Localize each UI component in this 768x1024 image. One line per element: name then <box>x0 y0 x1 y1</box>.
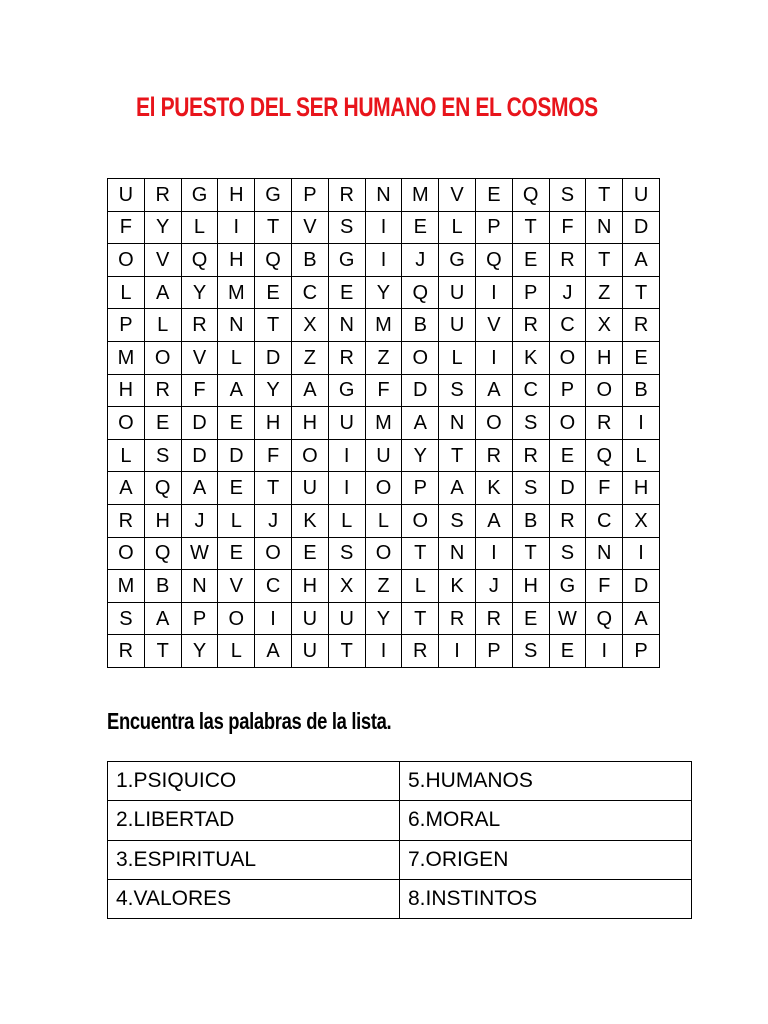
grid-cell[interactable]: Y <box>181 635 218 668</box>
grid-cell[interactable]: H <box>144 504 181 537</box>
word-list-item: 3.ESPIRITUAL <box>108 840 400 879</box>
grid-cell[interactable]: O <box>402 341 439 374</box>
grid-cell[interactable]: J <box>255 504 292 537</box>
grid-cell[interactable]: Q <box>586 439 623 472</box>
grid-cell[interactable]: Q <box>586 602 623 635</box>
word-list-row <box>108 840 692 879</box>
grid-cell[interactable]: H <box>512 570 549 603</box>
grid-cell[interactable]: E <box>218 472 255 505</box>
grid-cell[interactable]: I <box>365 211 402 244</box>
grid-cell[interactable]: I <box>623 407 660 440</box>
grid-cell[interactable]: R <box>586 407 623 440</box>
grid-cell[interactable]: N <box>181 570 218 603</box>
grid-cell[interactable]: Z <box>586 276 623 309</box>
grid-cell[interactable]: B <box>512 504 549 537</box>
grid-row <box>108 374 660 407</box>
grid-cell[interactable]: I <box>365 244 402 277</box>
grid-cell[interactable]: P <box>181 602 218 635</box>
grid-cell[interactable]: T <box>144 635 181 668</box>
grid-cell[interactable]: M <box>365 309 402 342</box>
grid-cell[interactable]: P <box>108 309 145 342</box>
grid-cell[interactable]: D <box>181 407 218 440</box>
grid-cell[interactable]: E <box>512 244 549 277</box>
grid-cell[interactable]: I <box>439 635 476 668</box>
grid-cell[interactable]: I <box>475 276 512 309</box>
word-search-grid <box>107 178 660 668</box>
grid-cell[interactable]: S <box>549 179 586 212</box>
grid-cell[interactable]: O <box>291 439 328 472</box>
grid-cell[interactable]: B <box>402 309 439 342</box>
grid-cell[interactable]: I <box>328 439 365 472</box>
grid-cell[interactable]: X <box>623 504 660 537</box>
grid-cell[interactable]: Y <box>144 211 181 244</box>
grid-cell[interactable]: Q <box>402 276 439 309</box>
word-list-row <box>108 762 692 801</box>
grid-cell[interactable]: L <box>218 504 255 537</box>
grid-cell[interactable]: L <box>328 504 365 537</box>
instruction-text: Encuentra las palabras de la lista. <box>107 708 392 734</box>
grid-cell[interactable]: O <box>365 472 402 505</box>
grid-cell[interactable]: L <box>623 439 660 472</box>
grid-cell[interactable]: V <box>291 211 328 244</box>
grid-cell[interactable]: R <box>475 602 512 635</box>
grid-row <box>108 309 660 342</box>
grid-cell[interactable]: S <box>512 472 549 505</box>
grid-cell[interactable]: E <box>328 276 365 309</box>
grid-cell[interactable]: T <box>402 537 439 570</box>
grid-cell[interactable]: N <box>439 407 476 440</box>
grid-cell[interactable]: G <box>549 570 586 603</box>
grid-cell[interactable]: P <box>623 635 660 668</box>
word-list-table <box>107 761 692 919</box>
grid-row <box>108 341 660 374</box>
grid-cell[interactable]: Q <box>512 179 549 212</box>
grid-cell[interactable]: P <box>549 374 586 407</box>
grid-cell[interactable]: A <box>255 635 292 668</box>
grid-cell[interactable]: U <box>328 407 365 440</box>
grid-cell[interactable]: F <box>365 374 402 407</box>
grid-cell[interactable]: H <box>623 472 660 505</box>
grid-cell[interactable]: C <box>512 374 549 407</box>
grid-cell[interactable]: D <box>255 341 292 374</box>
grid-cell[interactable]: I <box>475 537 512 570</box>
grid-cell[interactable]: D <box>623 570 660 603</box>
grid-cell[interactable]: Y <box>365 602 402 635</box>
grid-row <box>108 537 660 570</box>
grid-row <box>108 570 660 603</box>
grid-cell[interactable]: D <box>623 211 660 244</box>
grid-cell[interactable]: E <box>512 602 549 635</box>
grid-cell[interactable]: P <box>475 635 512 668</box>
grid-cell[interactable]: C <box>586 504 623 537</box>
grid-cell[interactable]: M <box>365 407 402 440</box>
grid-cell[interactable]: G <box>181 179 218 212</box>
grid-cell[interactable]: N <box>328 309 365 342</box>
grid-cell[interactable]: V <box>144 244 181 277</box>
grid-cell[interactable]: T <box>439 439 476 472</box>
grid-cell[interactable]: F <box>108 211 145 244</box>
grid-cell[interactable]: B <box>623 374 660 407</box>
grid-cell[interactable]: W <box>181 537 218 570</box>
grid-cell[interactable]: T <box>328 635 365 668</box>
grid-cell[interactable]: S <box>512 407 549 440</box>
grid-cell[interactable]: Y <box>365 276 402 309</box>
word-list-item: 1.PSIQUICO <box>108 762 400 801</box>
grid-cell[interactable]: F <box>549 211 586 244</box>
grid-cell[interactable]: Q <box>144 472 181 505</box>
grid-cell[interactable]: I <box>365 635 402 668</box>
grid-cell[interactable]: O <box>108 244 145 277</box>
grid-cell[interactable]: U <box>291 472 328 505</box>
grid-cell[interactable]: X <box>586 309 623 342</box>
grid-cell[interactable]: U <box>623 179 660 212</box>
grid-cell[interactable]: A <box>144 602 181 635</box>
grid-cell[interactable]: A <box>623 602 660 635</box>
grid-cell[interactable]: M <box>108 570 145 603</box>
grid-cell[interactable]: R <box>144 179 181 212</box>
grid-cell[interactable]: U <box>108 179 145 212</box>
grid-cell[interactable]: L <box>218 341 255 374</box>
grid-cell[interactable]: N <box>365 179 402 212</box>
grid-cell[interactable]: F <box>586 472 623 505</box>
grid-cell[interactable]: D <box>218 439 255 472</box>
grid-cell[interactable]: L <box>181 211 218 244</box>
grid-cell[interactable]: G <box>328 374 365 407</box>
grid-cell[interactable]: S <box>328 537 365 570</box>
grid-cell[interactable]: H <box>291 407 328 440</box>
grid-cell[interactable]: S <box>328 211 365 244</box>
grid-cell[interactable]: U <box>291 602 328 635</box>
grid-cell[interactable]: T <box>512 537 549 570</box>
grid-cell[interactable]: Q <box>255 244 292 277</box>
grid-cell[interactable]: E <box>255 276 292 309</box>
grid-cell[interactable]: Q <box>181 244 218 277</box>
grid-cell[interactable]: N <box>439 537 476 570</box>
grid-cell[interactable]: G <box>255 179 292 212</box>
grid-cell[interactable]: U <box>439 276 476 309</box>
page-title: El PUESTO DEL SER HUMANO EN EL COSMOS <box>136 92 598 122</box>
grid-cell[interactable]: I <box>623 537 660 570</box>
grid-cell[interactable]: T <box>512 211 549 244</box>
grid-cell[interactable]: C <box>549 309 586 342</box>
grid-row <box>108 407 660 440</box>
grid-cell[interactable]: I <box>218 211 255 244</box>
grid-cell[interactable]: L <box>218 635 255 668</box>
grid-cell[interactable]: E <box>291 537 328 570</box>
grid-cell[interactable]: S <box>549 537 586 570</box>
grid-cell[interactable]: B <box>144 570 181 603</box>
grid-cell[interactable]: H <box>255 407 292 440</box>
grid-cell[interactable]: J <box>181 504 218 537</box>
grid-cell[interactable]: T <box>623 276 660 309</box>
grid-cell[interactable]: T <box>402 602 439 635</box>
grid-cell[interactable]: O <box>365 537 402 570</box>
grid-cell[interactable]: H <box>108 374 145 407</box>
grid-cell[interactable]: A <box>144 276 181 309</box>
grid-cell[interactable]: I <box>255 602 292 635</box>
grid-cell[interactable]: G <box>328 244 365 277</box>
grid-cell[interactable]: F <box>181 374 218 407</box>
grid-cell[interactable]: M <box>108 341 145 374</box>
grid-cell[interactable]: E <box>218 537 255 570</box>
grid-cell[interactable]: J <box>549 276 586 309</box>
grid-cell[interactable]: E <box>402 211 439 244</box>
grid-cell[interactable]: L <box>439 341 476 374</box>
grid-cell[interactable]: K <box>439 570 476 603</box>
grid-cell[interactable]: F <box>586 570 623 603</box>
grid-cell[interactable]: B <box>291 244 328 277</box>
grid-cell[interactable]: W <box>549 602 586 635</box>
grid-cell[interactable]: R <box>549 504 586 537</box>
grid-cell[interactable]: R <box>108 635 145 668</box>
grid-cell[interactable]: L <box>108 276 145 309</box>
grid-cell[interactable]: H <box>218 179 255 212</box>
grid-cell[interactable]: S <box>512 635 549 668</box>
grid-cell[interactable]: R <box>328 341 365 374</box>
grid-cell[interactable]: A <box>181 472 218 505</box>
grid-cell[interactable]: S <box>144 439 181 472</box>
grid-cell[interactable]: Z <box>291 341 328 374</box>
word-list-item: 6.MORAL <box>400 801 692 840</box>
grid-cell[interactable]: T <box>255 472 292 505</box>
grid-cell[interactable]: A <box>291 374 328 407</box>
word-list-row <box>108 801 692 840</box>
grid-cell[interactable]: U <box>365 439 402 472</box>
grid-row <box>108 602 660 635</box>
grid-row <box>108 244 660 277</box>
grid-cell[interactable]: V <box>218 570 255 603</box>
grid-cell[interactable]: S <box>108 602 145 635</box>
grid-cell[interactable]: O <box>402 504 439 537</box>
grid-cell[interactable]: D <box>181 439 218 472</box>
grid-cell[interactable]: J <box>402 244 439 277</box>
grid-cell[interactable]: R <box>402 635 439 668</box>
grid-cell[interactable]: R <box>549 244 586 277</box>
grid-cell[interactable]: E <box>475 179 512 212</box>
grid-cell[interactable]: S <box>439 504 476 537</box>
grid-cell[interactable]: H <box>218 244 255 277</box>
grid-cell[interactable]: R <box>512 309 549 342</box>
grid-cell[interactable]: K <box>512 341 549 374</box>
grid-cell[interactable]: A <box>475 374 512 407</box>
grid-cell[interactable]: L <box>108 439 145 472</box>
grid-cell[interactable]: H <box>586 341 623 374</box>
grid-cell[interactable]: Y <box>255 374 292 407</box>
grid-cell[interactable]: O <box>108 407 145 440</box>
grid-cell[interactable]: L <box>402 570 439 603</box>
grid-cell[interactable]: I <box>328 472 365 505</box>
word-list-item: 2.LIBERTAD <box>108 801 400 840</box>
grid-row <box>108 211 660 244</box>
grid-cell[interactable]: L <box>144 309 181 342</box>
grid-cell[interactable]: A <box>475 504 512 537</box>
grid-cell[interactable]: H <box>291 570 328 603</box>
grid-cell[interactable]: D <box>402 374 439 407</box>
grid-cell[interactable]: R <box>475 439 512 472</box>
word-list-item: 4.VALORES <box>108 879 400 918</box>
grid-cell[interactable]: R <box>439 602 476 635</box>
grid-cell[interactable]: O <box>475 407 512 440</box>
grid-cell[interactable]: Y <box>402 439 439 472</box>
grid-cell[interactable]: T <box>255 211 292 244</box>
word-list-row <box>108 879 692 918</box>
grid-cell[interactable]: C <box>291 276 328 309</box>
grid-cell[interactable]: J <box>475 570 512 603</box>
grid-cell[interactable]: A <box>108 472 145 505</box>
word-list-item: 5.HUMANOS <box>400 762 692 801</box>
grid-cell[interactable]: I <box>475 341 512 374</box>
grid-cell[interactable]: A <box>439 472 476 505</box>
grid-cell[interactable]: I <box>586 635 623 668</box>
grid-cell[interactable]: O <box>586 374 623 407</box>
grid-cell[interactable]: T <box>586 244 623 277</box>
grid-cell[interactable]: E <box>144 407 181 440</box>
grid-cell[interactable]: O <box>108 537 145 570</box>
grid-cell[interactable]: F <box>255 439 292 472</box>
grid-cell[interactable]: P <box>402 472 439 505</box>
grid-cell[interactable]: A <box>402 407 439 440</box>
grid-cell[interactable]: P <box>291 179 328 212</box>
grid-cell[interactable]: L <box>439 211 476 244</box>
grid-cell[interactable]: D <box>549 472 586 505</box>
grid-cell[interactable]: R <box>181 309 218 342</box>
grid-cell[interactable]: E <box>623 341 660 374</box>
grid-cell[interactable]: O <box>549 407 586 440</box>
word-list-item: 7.ORIGEN <box>400 840 692 879</box>
grid-cell[interactable]: K <box>475 472 512 505</box>
grid-cell[interactable]: X <box>328 570 365 603</box>
grid-cell[interactable]: U <box>439 309 476 342</box>
grid-cell[interactable]: V <box>475 309 512 342</box>
grid-cell[interactable]: R <box>328 179 365 212</box>
grid-cell[interactable]: Q <box>144 537 181 570</box>
grid-row <box>108 439 660 472</box>
grid-cell[interactable]: R <box>512 439 549 472</box>
grid-cell[interactable]: R <box>108 504 145 537</box>
grid-cell[interactable]: X <box>291 309 328 342</box>
grid-cell[interactable]: E <box>218 407 255 440</box>
grid-cell[interactable]: Y <box>181 276 218 309</box>
grid-cell[interactable]: N <box>218 309 255 342</box>
grid-cell[interactable]: O <box>144 341 181 374</box>
grid-cell[interactable]: P <box>512 276 549 309</box>
grid-cell[interactable]: U <box>328 602 365 635</box>
grid-cell[interactable]: V <box>181 341 218 374</box>
grid-cell[interactable]: L <box>365 504 402 537</box>
grid-cell[interactable]: E <box>549 635 586 668</box>
grid-cell[interactable]: V <box>439 179 476 212</box>
grid-cell[interactable]: G <box>439 244 476 277</box>
grid-cell[interactable]: O <box>218 602 255 635</box>
word-list-item: 8.INSTINTOS <box>400 879 692 918</box>
grid-cell[interactable]: O <box>549 341 586 374</box>
grid-cell[interactable]: P <box>475 211 512 244</box>
grid-cell[interactable]: A <box>623 244 660 277</box>
grid-cell[interactable]: R <box>144 374 181 407</box>
grid-cell[interactable]: M <box>218 276 255 309</box>
grid-cell[interactable]: E <box>549 439 586 472</box>
grid-cell[interactable]: A <box>218 374 255 407</box>
grid-cell[interactable]: R <box>623 309 660 342</box>
grid-row <box>108 504 660 537</box>
grid-cell[interactable]: S <box>439 374 476 407</box>
grid-row <box>108 472 660 505</box>
grid-cell[interactable]: Z <box>365 341 402 374</box>
grid-cell[interactable]: U <box>291 635 328 668</box>
grid-row <box>108 276 660 309</box>
grid-cell[interactable]: Z <box>365 570 402 603</box>
grid-cell[interactable]: N <box>586 211 623 244</box>
grid-cell[interactable]: Q <box>475 244 512 277</box>
grid-row <box>108 635 660 668</box>
grid-cell[interactable]: T <box>255 309 292 342</box>
grid-cell[interactable]: O <box>255 537 292 570</box>
grid-cell[interactable]: N <box>586 537 623 570</box>
grid-cell[interactable]: T <box>586 179 623 212</box>
grid-row <box>108 179 660 212</box>
grid-cell[interactable]: K <box>291 504 328 537</box>
grid-cell[interactable]: C <box>255 570 292 603</box>
grid-cell[interactable]: M <box>402 179 439 212</box>
